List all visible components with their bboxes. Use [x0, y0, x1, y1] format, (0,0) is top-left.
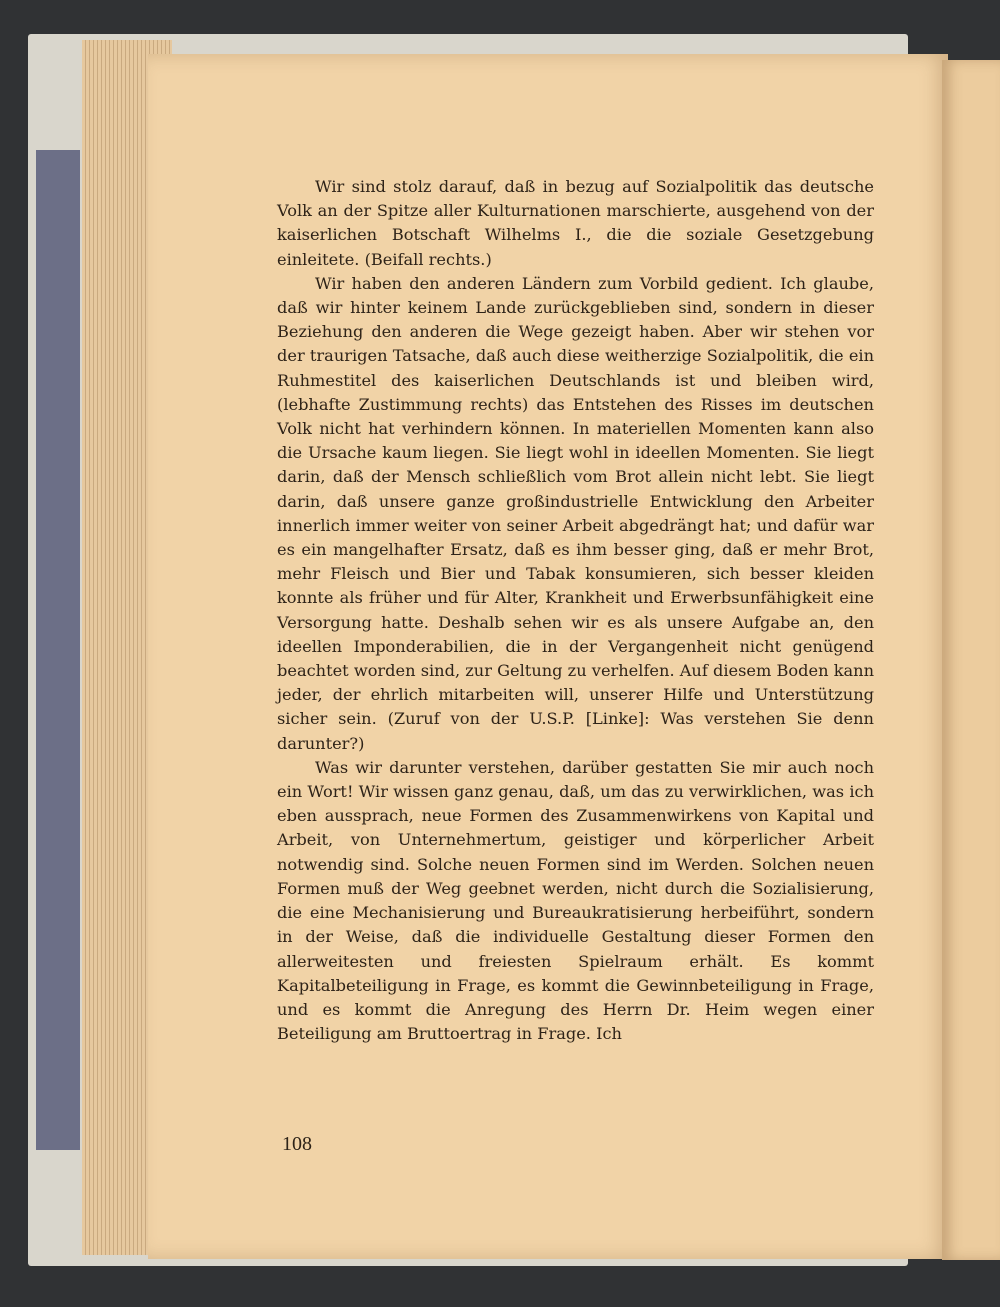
book-spine: [36, 150, 80, 1150]
page-body: [277, 175, 874, 1046]
page-number: 108: [282, 1133, 312, 1155]
paragraph-1: Wir sind stolz darauf, daß in bezug auf Sozialpolitik das deutsche Volk an der Spitze aller Kulturnationen marschierte, ausgehend von der kaiserlichen Botschaft Wilhelms I., die die soziale Gesetzgebung einleitete. (Beifall rechts.): [277, 177, 874, 269]
paragraph-3: Was wir darunter verstehen, darüber gestatten Sie mir auch noch ein Wort! Wir wissen ganz genau, daß, um das zu verwirklichen, was ich eben aussprach, neue Formen des Zusammenwirkens von Kapital und Arbeit, von Unternehmertum, geistiger und körperlicher Arbeit notwendig sind. Solche neuen Formen sind im Werden. Solchen neuen Formen muß der Weg geebnet werden, nicht durch die Sozialisierung, die eine Mechanisierung und Bureaukratisierung herbeiführt, sondern in der Weise, daß die individuelle Gestaltung dieser Formen den allerweitesten und freiesten Spielraum erhält. Es kommt Kapitalbeteiligung in Frage, es kommt die Gewinnbeteiligung in Frage, und es kommt die Anregung des Herrn Dr. Heim wegen einer Beteiligung am Bruttoertrag in Frage. Ich: [277, 757, 874, 1044]
facing-page-edge: [942, 60, 1000, 1260]
paragraph-2: Wir haben den anderen Ländern zum Vorbild gedient. Ich glaube, daß wir hinter keinem Lande zurückgeblieben sind, sondern in dieser Beziehung den anderen die Wege gezeigt haben. Aber wir stehen vor der traurigen Tatsache, daß auch diese weitherzige Sozialpolitik, die ein Ruhmestitel des kaiserlichen Deutschlands ist und bleiben wird, (lebhafte Zustimmung rechts) das Entstehen des Risses im deutschen Volk nicht hat verhindern können. In materiellen Momenten kann also die Ursache kaum liegen. Sie liegt wohl in ideellen Momenten. Sie liegt darin, daß der Mensch schließlich vom Brot allein nicht lebt. Sie liegt darin, daß unsere ganze großindustrielle Entwicklung den Arbeiter innerlich immer weiter von seiner Arbeit abgedrängt hat; und dafür war es ein mangelhafter Ersatz, daß es ihm besser ging, daß er mehr Brot, mehr Fleisch und Bier und Tabak konsumieren, sich besser kleiden konnte als früher und für Alter, Krankheit und Erwerbsunfähigkeit eine Versorgung hatte. Deshalb sehen wir es als unsere Aufgabe an, den ideellen Imponderabilien, die in der Vergangenheit nicht genügend beachtet worden sind, zur Geltung zu verhelfen. Auf diesem Boden kann jeder, der ehrlich mitarbeiten will, unserer Hilfe und Unterstützung sicher sein. (Zuruf von der U.S.P. [Linke]: Was verstehen Sie denn darunter?): [277, 273, 874, 753]
